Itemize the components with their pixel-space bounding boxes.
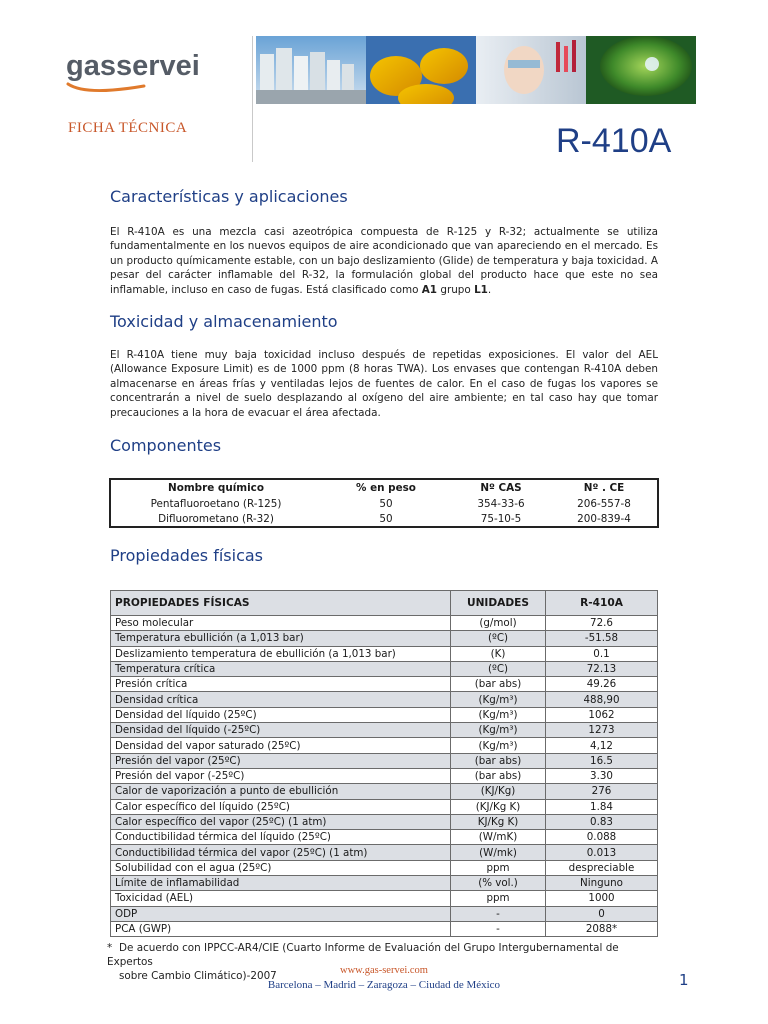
property-name: Toxicidad (AEL) — [111, 891, 451, 906]
property-name: Densidad del vapor saturado (25ºC) — [111, 738, 451, 753]
company-logo: gasservei — [66, 50, 200, 82]
footnote-line-1: De acuerdo con IPPCC-AR4/CIE (Cuarto Informe de Evaluación del Grupo Intergubernamental de Expertos — [107, 942, 619, 968]
components-table — [109, 478, 659, 528]
header-divider — [252, 36, 253, 162]
property-unit: (% vol.) — [451, 876, 546, 891]
property-name: Presión del vapor (-25ºC) — [111, 768, 451, 783]
property-value: 1.84 — [546, 799, 658, 814]
property-unit: ppm — [451, 891, 546, 906]
property-name: ODP — [111, 906, 451, 921]
property-name: Calor específico del vapor (25ºC) (1 atm) — [111, 814, 451, 829]
property-unit: (KJ/Kg) — [451, 784, 546, 799]
table-row — [111, 707, 658, 722]
property-unit: - — [451, 921, 546, 936]
property-unit: (g/mol) — [451, 616, 546, 631]
property-name: Peso molecular — [111, 616, 451, 631]
property-value: 276 — [546, 784, 658, 799]
property-value: 488,90 — [546, 692, 658, 707]
component-ce: 206-557-8 — [577, 497, 631, 510]
property-value: 1000 — [546, 891, 658, 906]
property-name: Calor de vaporización a punto de ebullición — [111, 784, 451, 799]
table-row — [111, 646, 658, 661]
property-unit: (K) — [451, 646, 546, 661]
property-value: 16.5 — [546, 753, 658, 768]
property-name: Presión crítica — [111, 677, 451, 692]
property-value: 72.13 — [546, 661, 658, 676]
table-row — [111, 860, 658, 875]
table-row — [111, 814, 658, 829]
table-row — [111, 845, 658, 860]
footnote-star: * — [107, 942, 113, 954]
product-title: R-410A — [556, 122, 672, 160]
section-title-caracteristicas: Características y aplicaciones — [110, 187, 348, 206]
property-value: -51.58 — [546, 631, 658, 646]
footer-cities: Barcelona – Madrid – Zaragoza – Ciudad de México — [267, 979, 501, 991]
table-row — [111, 738, 658, 753]
property-unit: (bar abs) — [451, 677, 546, 692]
property-value: 1273 — [546, 723, 658, 738]
property-unit: (W/mk) — [451, 845, 546, 860]
page-number: 1 — [679, 971, 689, 989]
components-header-row — [110, 479, 658, 496]
property-name: Densidad crítica — [111, 692, 451, 707]
component-cas: 354-33-6 — [477, 497, 525, 510]
property-value: 49.26 — [546, 677, 658, 692]
table-row — [111, 799, 658, 814]
component-name: Difluorometano (R-32) — [158, 512, 274, 525]
footnote — [107, 941, 667, 983]
property-value: despreciable — [546, 860, 658, 875]
table-row — [111, 631, 658, 646]
section-title-componentes: Componentes — [110, 436, 222, 455]
properties-body — [111, 616, 658, 937]
table-row — [111, 692, 658, 707]
property-unit: (bar abs) — [451, 753, 546, 768]
table-row — [111, 616, 658, 631]
table-row — [111, 876, 658, 891]
property-value: 4,12 — [546, 738, 658, 753]
property-unit: - — [451, 906, 546, 921]
caracteristicas-paragraph: El R-410A es una mezcla casi azeotrópica compuesta de R-125 y R-32; actualmente se utiliza fundamentalmente en los nuevos equipos de aire acondicionado que van apareciendo en el mercado. Es un producto químicamente estable, con un bajo deslizamiento (Glide) de temperatura y baja toxicidad. A pesar del carácter inflamable del R-32, la formulación global del producto hace que este no sea inflamable, incluso en caso de fugas. Está clasificado como A1 grupo L1. — [110, 226, 658, 296]
components-header: Nombre químico — [168, 482, 264, 494]
table-row — [111, 677, 658, 692]
table-row — [111, 661, 658, 676]
property-value: 0.83 — [546, 814, 658, 829]
footer-website-link[interactable]: www.gas-servei.com — [340, 965, 428, 976]
property-unit: KJ/Kg K) — [451, 814, 546, 829]
property-name: Deslizamiento temperatura de ebullición (a 1,013 bar) — [111, 646, 451, 661]
property-value: Ninguno — [546, 876, 658, 891]
section-title-toxicidad: Toxicidad y almacenamiento — [110, 312, 338, 331]
property-name: Densidad del líquido (-25ºC) — [111, 723, 451, 738]
document-type: FICHA TÉCNICA — [68, 120, 188, 136]
property-unit: (Kg/m³) — [451, 707, 546, 722]
property-name: Temperatura crítica — [111, 661, 451, 676]
property-value: 0.013 — [546, 845, 658, 860]
table-row — [111, 830, 658, 845]
components-header: Nº . CE — [583, 482, 625, 494]
property-value: 72.6 — [546, 616, 658, 631]
property-name: Calor específico del líquido (25ºC) — [111, 799, 451, 814]
property-unit: (bar abs) — [451, 768, 546, 783]
property-value: 0 — [546, 906, 658, 921]
property-unit: (Kg/m³) — [451, 738, 546, 753]
property-value: 0.088 — [546, 830, 658, 845]
table-row — [110, 496, 658, 511]
property-value: 1062 — [546, 707, 658, 722]
property-unit: (W/mK) — [451, 830, 546, 845]
component-ce: 200-839-4 — [577, 512, 631, 525]
component-percent: 50 — [379, 497, 393, 510]
property-value: 2088* — [546, 921, 658, 936]
property-unit: (Kg/m³) — [451, 692, 546, 707]
table-row — [111, 906, 658, 921]
footnote-line-2: sobre Cambio Climático)-2007 — [119, 970, 277, 982]
table-row — [111, 723, 658, 738]
properties-table — [110, 590, 658, 937]
property-unit: (ºC) — [451, 661, 546, 676]
table-row — [111, 753, 658, 768]
table-row — [110, 511, 658, 527]
components-header: Nº CAS — [480, 482, 522, 494]
property-name: PCA (GWP) — [111, 921, 451, 936]
property-name: Presión del vapor (25ºC) — [111, 753, 451, 768]
components-header: % en peso — [356, 482, 416, 494]
property-name: Límite de inflamabilidad — [111, 876, 451, 891]
properties-header: R-410A — [546, 591, 658, 616]
property-unit: (KJ/Kg K) — [451, 799, 546, 814]
header-banner-image — [256, 36, 696, 104]
component-cas: 75-10-5 — [480, 512, 522, 525]
properties-header-row — [111, 591, 658, 616]
property-value: 3.30 — [546, 768, 658, 783]
property-unit: ppm — [451, 860, 546, 875]
property-unit: (ºC) — [451, 631, 546, 646]
property-name: Solubilidad con el agua (25ºC) — [111, 860, 451, 875]
property-name: Densidad del líquido (25ºC) — [111, 707, 451, 722]
property-name: Conductibilidad térmica del líquido (25ºC) — [111, 830, 451, 845]
table-row — [111, 921, 658, 936]
component-percent: 50 — [379, 512, 393, 525]
property-value: 0.1 — [546, 646, 658, 661]
component-name: Pentafluoroetano (R-125) — [150, 497, 282, 510]
properties-header: UNIDADES — [451, 591, 546, 616]
property-unit: (Kg/m³) — [451, 723, 546, 738]
table-row — [111, 768, 658, 783]
table-row — [111, 784, 658, 799]
section-title-propiedades: Propiedades físicas — [110, 546, 264, 565]
properties-header: PROPIEDADES FÍSICAS — [111, 591, 451, 616]
table-row — [111, 891, 658, 906]
property-name: Temperatura ebullición (a 1,013 bar) — [111, 631, 451, 646]
toxicidad-paragraph: El R-410A tiene muy baja toxicidad incluso después de repetidas exposiciones. El valor del AEL (Allowance Exposure Limit) es de 1000 ppm (8 horas TWA). Los envases que contengan R-410A deben almacenarse en áreas frías y ventiladas lejos de fuentes de calor. En el caso de fugas los vapores se concentrarán a nivel de suelo desplazando al oxígeno del aire ambiente; en tal caso hay que tomar precauciones a la hora de evacuar el área afectada. — [110, 349, 658, 419]
property-name: Conductibilidad térmica del vapor (25ºC) (1 atm) — [111, 845, 451, 860]
logo-swoosh-icon — [66, 82, 146, 96]
